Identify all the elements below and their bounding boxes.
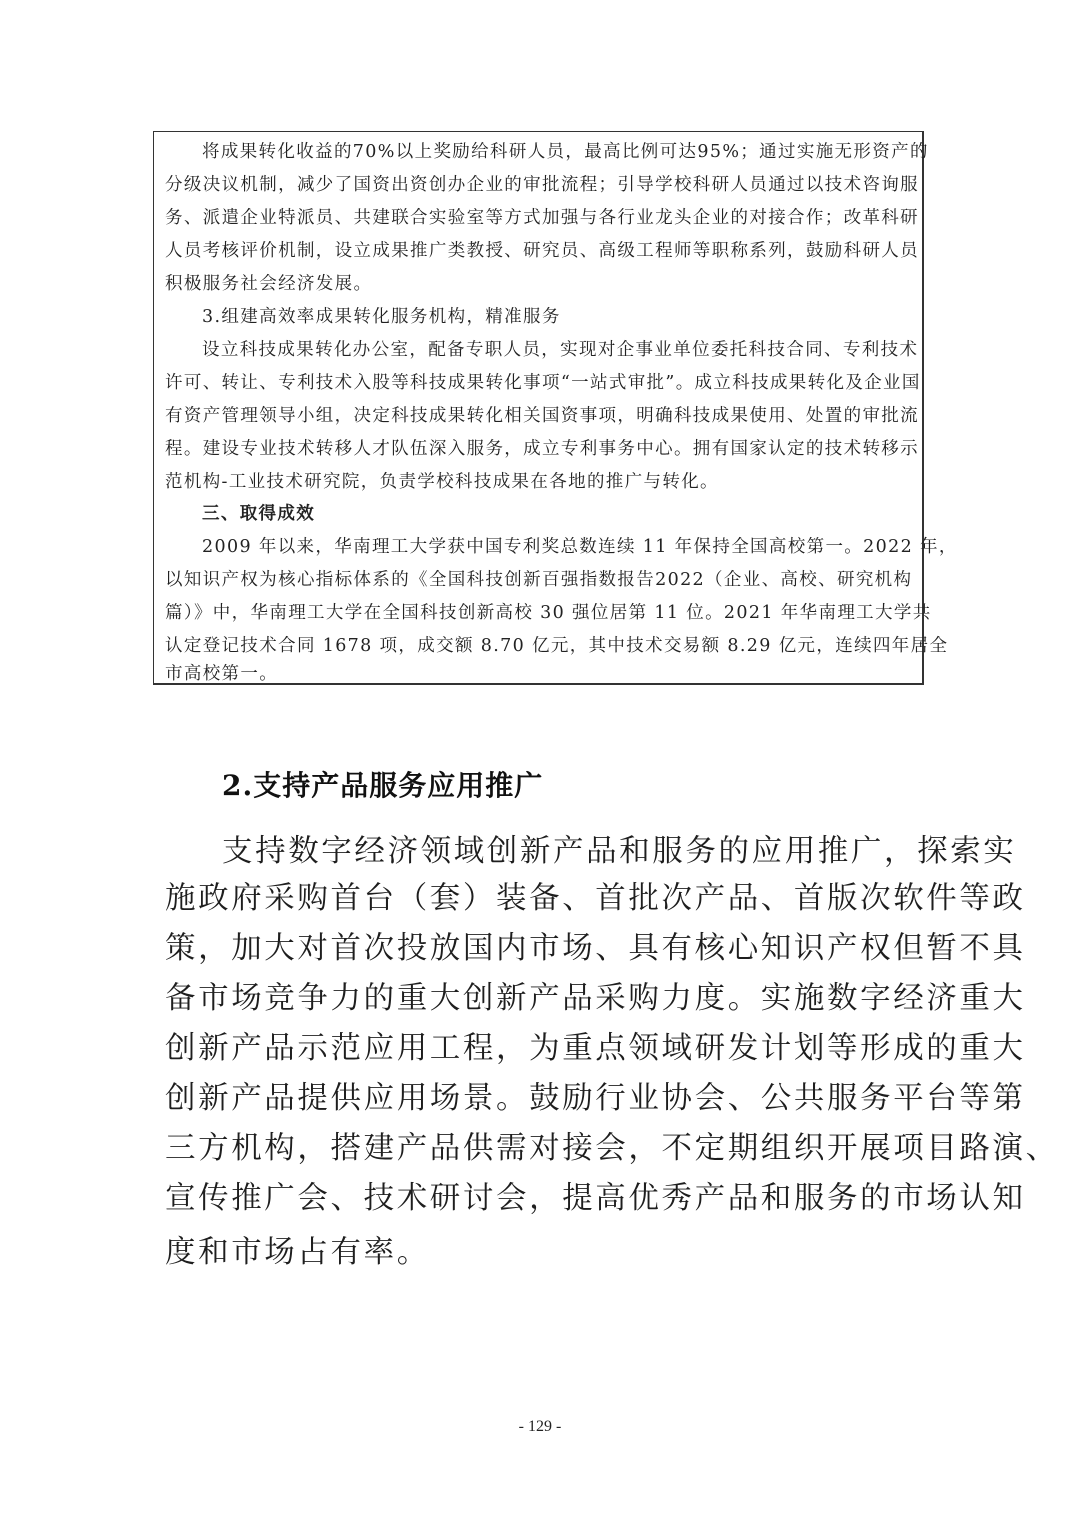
body-paragraph-line: 备市场竞争力的重大创新产品采购力度。实施数字经济重大 xyxy=(165,981,1026,1016)
body-paragraph-line: 度和市场占有率。 xyxy=(165,1235,430,1270)
body-paragraph-line: 创新产品示范应用工程，为重点领域研发计划等形成的重大 xyxy=(165,1031,1026,1066)
body-paragraph-line: 策，加大对首次投放国内市场、具有核心知识产权但暂不具 xyxy=(165,931,1026,966)
box-paragraph-line: 认定登记技术合同 1678 项，成交额 8.70 亿元，其中技术交易额 8.29 亿元，连续四年居全 xyxy=(165,636,949,656)
box-paragraph-line: 积极服务社会经济发展。 xyxy=(165,274,373,294)
box-paragraph-line: 以知识产权为核心指标体系的《全国科技创新百强指数报告2022（企业、高校、研究机构 xyxy=(165,570,913,590)
box-paragraph-line: 程。建设专业技术转移人才队伍深入服务，成立专利事务中心。拥有国家认定的技术转移示 xyxy=(165,439,919,459)
box-paragraph-line: 设立科技成果转化办公室，配备专职人员，实现对企事业单位委托科技合同、专利技术 xyxy=(202,340,919,360)
box-subheading: 3.组建高效率成果转化服务机构，精准服务 xyxy=(202,307,561,327)
body-paragraph-line: 施政府采购首台（套）装备、首批次产品、首版次软件等政 xyxy=(165,881,1026,916)
body-paragraph-line: 三方机构，搭建产品供需对接会，不定期组织开展项目路演、 xyxy=(165,1131,1059,1166)
body-paragraph-line: 创新产品提供应用场景。鼓励行业协会、公共服务平台等第 xyxy=(165,1081,1026,1116)
box-paragraph-line: 分级决议机制，减少了国资出资创办企业的审批流程；引导学校科研人员通过以技术咨询服 xyxy=(165,175,919,195)
page-number: - 129 - xyxy=(518,1418,562,1435)
box-paragraph-line: 篇）》中，华南理工大学在全国科技创新高校 30 强位居第 11 位。2021 年华南理工大学共 xyxy=(165,603,932,623)
section-heading: 2.支持产品服务应用推广 xyxy=(222,769,544,802)
box-paragraph-line: 2009 年以来，华南理工大学获中国专利奖总数连续 11 年保持全国高校第一。2022 年， xyxy=(202,537,958,557)
box-paragraph-line: 许可、转让、专利技术入股等科技成果转化事项“一站式审批”。成立科技成果转化及企业国 xyxy=(165,373,921,393)
box-paragraph-line: 有资产管理领导小组，决定科技成果转化相关国资事项，明确科技成果使用、处置的审批流 xyxy=(165,406,919,426)
body-paragraph-line: 支持数字经济领域创新产品和服务的应用推广，探索实 xyxy=(222,834,1017,869)
box-paragraph-line: 务、派遣企业特派员、共建联合实验室等方式加强与各行业龙头企业的对接合作；改革科研 xyxy=(165,208,919,228)
box-paragraph-line: 范机构-工业技术研究院，负责学校科技成果在各地的推广与转化。 xyxy=(165,472,719,492)
box-paragraph-line: 市高校第一。 xyxy=(165,664,279,684)
box-paragraph-line: 将成果转化收益的70%以上奖励给科研人员，最高比例可达95%；通过实施无形资产的 xyxy=(202,142,929,162)
case-study-box xyxy=(153,131,958,685)
box-paragraph-line: 人员考核评价机制，设立成果推广类教授、研究员、高级工程师等职称系列，鼓励科研人员 xyxy=(165,241,919,261)
box-section-heading: 三、取得成效 xyxy=(202,504,316,524)
body-paragraph-line: 宣传推广会、技术研讨会，提高优秀产品和服务的市场认知 xyxy=(165,1181,1026,1216)
